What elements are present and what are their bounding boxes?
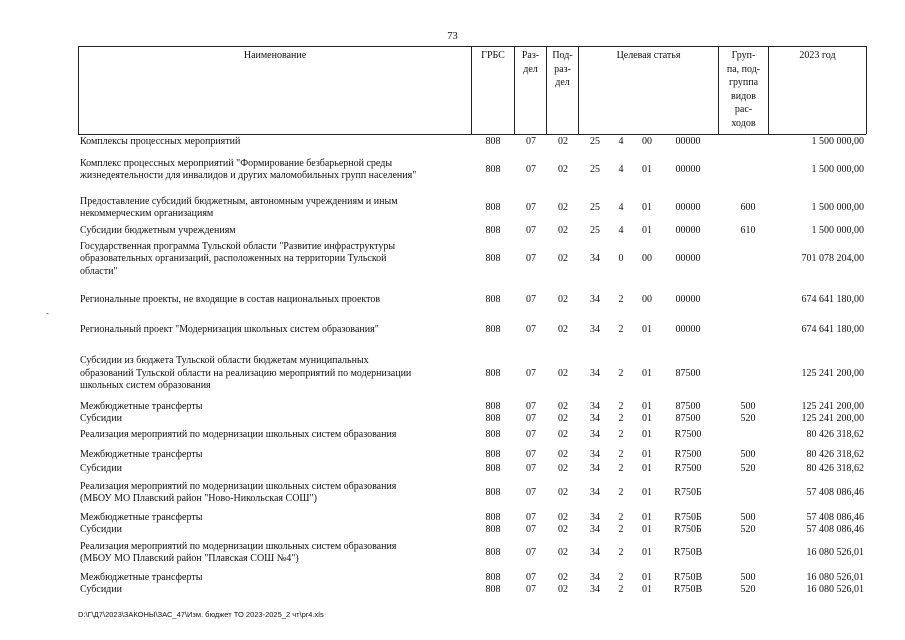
cell-target-event: 00 bbox=[642, 253, 652, 265]
cell-name-line: (МБОУ МО Плавский район "Плавская СОШ №4") bbox=[80, 553, 299, 564]
cell-name bbox=[80, 424, 470, 446]
header-vid-line: ходов bbox=[731, 117, 756, 129]
cell-name-line: Комплексы процессных мероприятий bbox=[80, 135, 241, 147]
cell-amount: 1 500 000,00 bbox=[811, 135, 864, 147]
cell-target-program: 34 bbox=[590, 546, 600, 558]
cell-target-event: 00 bbox=[642, 135, 652, 147]
cell-target-event: 01 bbox=[642, 571, 652, 583]
cell-target-program: 34 bbox=[590, 293, 600, 305]
cell-razdel: 07 bbox=[526, 253, 536, 265]
cell-expense-type bbox=[728, 135, 768, 149]
cell-grbs: 808 bbox=[485, 323, 501, 335]
cell-target-subprogram: 2 bbox=[618, 367, 624, 379]
cell-name bbox=[80, 478, 470, 508]
cell-name bbox=[80, 463, 470, 475]
cell-target-direction: R7500 bbox=[674, 462, 702, 474]
cell-target-subprogram: 2 bbox=[618, 523, 624, 535]
cell-target-program: 34 bbox=[590, 448, 600, 460]
cell-podrazdel: 02 bbox=[558, 293, 568, 305]
cell-podrazdel: 02 bbox=[558, 400, 568, 412]
cell-target-subprogram: 2 bbox=[618, 583, 624, 595]
cell-podrazdel: 02 bbox=[558, 428, 568, 440]
table-row bbox=[78, 449, 866, 461]
cell-grbs: 808 bbox=[485, 428, 501, 440]
header-vid-line: группа bbox=[728, 77, 759, 88]
header-vid-line: рас- bbox=[734, 104, 753, 115]
cell-razdel: 07 bbox=[526, 400, 536, 412]
cell-expense-type: 500 bbox=[740, 511, 756, 523]
cell-razdel: 07 bbox=[526, 462, 536, 474]
cell-expense-type: 500 bbox=[740, 448, 756, 460]
cell-target-program: 34 bbox=[590, 412, 600, 424]
cell-name-line: Региональные проекты, не входящие в состав национальных проектов bbox=[80, 293, 381, 305]
table-row bbox=[78, 316, 866, 344]
cell-name bbox=[80, 512, 470, 524]
cell-expense-type: 520 bbox=[740, 412, 756, 424]
cell-target-direction: R750Б bbox=[674, 523, 702, 535]
table-row bbox=[78, 401, 866, 413]
cell-expense-type bbox=[728, 348, 768, 400]
cell-target-program: 34 bbox=[590, 511, 600, 523]
header-target: Целевая статья bbox=[616, 50, 681, 61]
cell-razdel: 07 bbox=[526, 293, 536, 305]
cell-podrazdel: 02 bbox=[558, 163, 568, 175]
cell-grbs: 808 bbox=[485, 367, 501, 379]
cell-name bbox=[80, 538, 470, 568]
cell-expense-type: 520 bbox=[740, 523, 756, 535]
cell-target-program: 34 bbox=[590, 486, 600, 498]
cell-expense-type bbox=[728, 538, 768, 568]
cell-razdel: 07 bbox=[526, 201, 536, 213]
cell-name-line: Межбюджетные трансферты bbox=[80, 571, 203, 583]
cell-name-line: Реализация мероприятий по модернизации школьных систем образования bbox=[80, 428, 397, 440]
cell-amount: 57 408 086,46 bbox=[806, 523, 864, 535]
cell-grbs: 808 bbox=[485, 571, 501, 583]
cell-name-line: Межбюджетные трансферты bbox=[80, 448, 203, 460]
cell-podrazdel: 02 bbox=[558, 462, 568, 474]
cell-target-subprogram: 2 bbox=[618, 400, 624, 412]
cell-podrazdel: 02 bbox=[558, 571, 568, 583]
cell-amount: 1 500 000,00 bbox=[811, 224, 864, 236]
header-razdel-line: дел bbox=[523, 63, 538, 75]
cell-target-direction: R7500 bbox=[674, 448, 702, 460]
cell-amount: 16 080 526,01 bbox=[806, 583, 864, 595]
table-row bbox=[78, 463, 866, 475]
cell-expense-type: 520 bbox=[740, 583, 756, 595]
cell-target-event: 01 bbox=[642, 163, 652, 175]
cell-target-event: 01 bbox=[642, 583, 652, 595]
cell-grbs: 808 bbox=[485, 462, 501, 474]
cell-amount: 80 426 318,62 bbox=[806, 428, 864, 440]
cell-name-line: Субсидии из бюджета Тульской области бюджетам муниципальных bbox=[80, 355, 369, 367]
cell-target-event: 01 bbox=[642, 546, 652, 558]
cell-target-program: 34 bbox=[590, 323, 600, 335]
cell-target-event: 01 bbox=[642, 462, 652, 474]
cell-podrazdel: 02 bbox=[558, 412, 568, 424]
cell-target-direction: 00000 bbox=[675, 224, 701, 236]
cell-podrazdel: 02 bbox=[558, 224, 568, 236]
cell-target-event: 01 bbox=[642, 224, 652, 236]
cell-expense-type: 610 bbox=[740, 224, 756, 236]
cell-grbs: 808 bbox=[485, 511, 501, 523]
cell-target-subprogram: 2 bbox=[618, 571, 624, 583]
cell-target-subprogram: 2 bbox=[618, 448, 624, 460]
cell-podrazdel: 02 bbox=[558, 135, 568, 147]
cell-name-line: Межбюджетные трансферты bbox=[80, 400, 203, 412]
cell-grbs: 808 bbox=[485, 486, 501, 498]
cell-name-line: Региональный проект "Модернизация школьных систем образования" bbox=[80, 323, 379, 335]
page-number: 73 bbox=[447, 31, 458, 42]
cell-target-subprogram: 4 bbox=[618, 163, 624, 175]
table-row bbox=[78, 584, 866, 596]
cell-amount: 125 241 200,00 bbox=[801, 400, 864, 412]
cell-target-direction: 00000 bbox=[675, 163, 701, 175]
table-row bbox=[78, 348, 866, 400]
cell-name-line: Субсидии bbox=[80, 583, 122, 595]
cell-target-direction: R750Б bbox=[674, 511, 702, 523]
cell-razdel: 07 bbox=[526, 163, 536, 175]
cell-target-program: 25 bbox=[590, 135, 600, 147]
cell-amount: 701 078 204,00 bbox=[801, 253, 864, 265]
table-row bbox=[78, 524, 866, 536]
cell-target-event: 01 bbox=[642, 511, 652, 523]
cell-amount: 57 408 086,46 bbox=[806, 486, 864, 498]
cell-target-direction: R750Б bbox=[674, 486, 702, 498]
table-row bbox=[78, 572, 866, 584]
cell-grbs: 808 bbox=[485, 546, 501, 558]
cell-target-program: 34 bbox=[590, 253, 600, 265]
cell-amount: 1 500 000,00 bbox=[811, 163, 864, 175]
cell-podrazdel: 02 bbox=[558, 253, 568, 265]
cell-grbs: 808 bbox=[485, 412, 501, 424]
cell-target-direction: R750В bbox=[673, 571, 703, 583]
cell-razdel: 07 bbox=[526, 323, 536, 335]
cell-expense-type bbox=[728, 289, 768, 311]
cell-grbs: 808 bbox=[485, 583, 501, 595]
cell-amount: 80 426 318,62 bbox=[806, 462, 864, 474]
cell-name bbox=[80, 584, 470, 596]
cell-name bbox=[80, 289, 470, 311]
cell-target-event: 01 bbox=[642, 448, 652, 460]
cell-target-subprogram: 2 bbox=[618, 428, 624, 440]
cell-name bbox=[80, 524, 470, 536]
cell-name bbox=[80, 193, 470, 223]
cell-target-subprogram: 4 bbox=[618, 201, 624, 213]
cell-amount: 80 426 318,62 bbox=[806, 448, 864, 460]
cell-amount: 674 641 180,00 bbox=[801, 293, 864, 305]
cell-expense-type bbox=[728, 238, 768, 281]
cell-name bbox=[80, 401, 470, 413]
table-row bbox=[78, 135, 866, 149]
cell-amount: 125 241 200,00 bbox=[801, 412, 864, 424]
cell-grbs: 808 bbox=[485, 400, 501, 412]
cell-amount: 674 641 180,00 bbox=[801, 323, 864, 335]
cell-target-event: 00 bbox=[642, 293, 652, 305]
header-vid-line: видов bbox=[731, 90, 756, 102]
cell-amount: 16 080 526,01 bbox=[806, 571, 864, 583]
cell-grbs: 808 bbox=[485, 448, 501, 460]
cell-name-line: Субсидии bbox=[80, 462, 122, 474]
cell-target-subprogram: 2 bbox=[618, 323, 624, 335]
cell-podrazdel: 02 bbox=[558, 486, 568, 498]
header-podrazdel bbox=[547, 49, 578, 90]
cell-amount: 16 080 526,01 bbox=[806, 546, 864, 558]
cell-razdel: 07 bbox=[526, 511, 536, 523]
cell-expense-type: 520 bbox=[740, 462, 756, 474]
header-name: Наименование bbox=[243, 50, 307, 61]
cell-name bbox=[80, 238, 470, 281]
cell-target-direction: 87500 bbox=[675, 367, 701, 379]
cell-expense-type bbox=[728, 424, 768, 446]
cell-target-program: 34 bbox=[590, 462, 600, 474]
cell-razdel: 07 bbox=[526, 583, 536, 595]
cell-amount: 1 500 000,00 bbox=[811, 201, 864, 213]
cell-name-line: Государственная программа Тульской области "Развитие инфраструктуры bbox=[80, 240, 396, 252]
cell-grbs: 808 bbox=[485, 163, 501, 175]
cell-target-direction: 00000 bbox=[675, 135, 701, 147]
cell-name-line: Субсидии bbox=[80, 523, 122, 535]
cell-name-line: образовательных организаций, расположенных на территории Тульской bbox=[80, 253, 387, 265]
cell-target-program: 25 bbox=[590, 201, 600, 213]
cell-name-line: Предоставление субсидий бюджетным, автономным учреждениям и иным bbox=[80, 195, 398, 207]
cell-name-line: Субсидии bbox=[80, 412, 122, 424]
cell-name-line: жизнедеятельности для инвалидов и других маломобильных групп населения" bbox=[80, 170, 417, 181]
cell-name bbox=[80, 572, 470, 584]
cell-target-program: 34 bbox=[590, 571, 600, 583]
cell-name-line: Комплекс процессных мероприятий "Формирование безбарьерной среды bbox=[80, 157, 393, 169]
cell-target-direction: 00000 bbox=[675, 293, 701, 305]
cell-amount: 125 241 200,00 bbox=[801, 367, 864, 379]
cell-target-event: 01 bbox=[642, 523, 652, 535]
cell-razdel: 07 bbox=[526, 428, 536, 440]
cell-target-direction: 87500 bbox=[675, 400, 701, 412]
cell-razdel: 07 bbox=[526, 571, 536, 583]
cell-target-program: 34 bbox=[590, 428, 600, 440]
cell-razdel: 07 bbox=[526, 546, 536, 558]
cell-name bbox=[80, 135, 470, 149]
table-row bbox=[78, 478, 866, 508]
cell-name bbox=[80, 154, 470, 186]
header-podrazdel-line: Под- bbox=[552, 50, 573, 61]
cell-grbs: 808 bbox=[485, 201, 501, 213]
cell-razdel: 07 bbox=[526, 523, 536, 535]
cell-podrazdel: 02 bbox=[558, 201, 568, 213]
cell-target-subprogram: 2 bbox=[618, 293, 624, 305]
cell-name bbox=[80, 224, 470, 238]
cell-target-event: 01 bbox=[642, 323, 652, 335]
table-row bbox=[78, 538, 866, 568]
cell-name-line: области" bbox=[80, 265, 118, 277]
cell-grbs: 808 bbox=[485, 224, 501, 236]
cell-podrazdel: 02 bbox=[558, 583, 568, 595]
header-vid bbox=[719, 49, 768, 130]
cell-razdel: 07 bbox=[526, 486, 536, 498]
cell-target-subprogram: 4 bbox=[618, 224, 624, 236]
table-row bbox=[78, 154, 866, 186]
cell-target-direction: 00000 bbox=[675, 323, 701, 335]
cell-target-subprogram: 2 bbox=[618, 486, 624, 498]
cell-target-event: 01 bbox=[642, 428, 652, 440]
header-grbs: ГРБС bbox=[481, 50, 505, 61]
table-top-border bbox=[78, 46, 866, 47]
table-row bbox=[78, 238, 866, 281]
cell-razdel: 07 bbox=[526, 224, 536, 236]
cell-grbs: 808 bbox=[485, 523, 501, 535]
cell-target-event: 01 bbox=[642, 412, 652, 424]
cell-target-direction: R750В bbox=[673, 583, 703, 595]
cell-expense-type: 600 bbox=[740, 201, 756, 213]
cell-target-subprogram: 2 bbox=[618, 511, 624, 523]
header-vid-line: па, под- bbox=[726, 63, 761, 75]
cell-podrazdel: 02 bbox=[558, 323, 568, 335]
cell-podrazdel: 02 bbox=[558, 367, 568, 379]
cell-name-line: Межбюджетные трансферты bbox=[80, 511, 203, 523]
cell-name-line: Субсидии бюджетным учреждениям bbox=[80, 224, 236, 236]
cell-name bbox=[80, 348, 470, 400]
cell-razdel: 07 bbox=[526, 367, 536, 379]
cell-expense-type bbox=[728, 478, 768, 508]
cell-target-event: 01 bbox=[642, 400, 652, 412]
cell-target-program: 34 bbox=[590, 583, 600, 595]
cell-target-subprogram: 0 bbox=[618, 253, 624, 265]
cell-target-direction: R7500 bbox=[674, 428, 702, 440]
table-right-border bbox=[866, 46, 867, 134]
cell-name bbox=[80, 449, 470, 461]
table-row bbox=[78, 424, 866, 446]
cell-amount: 57 408 086,46 bbox=[806, 511, 864, 523]
budget-table bbox=[78, 46, 866, 611]
cell-target-direction: 00000 bbox=[675, 201, 701, 213]
header-razdel bbox=[515, 49, 546, 76]
cell-target-program: 25 bbox=[590, 224, 600, 236]
margin-mark: - bbox=[46, 309, 49, 318]
cell-name-line: школьных систем образования bbox=[80, 380, 211, 392]
table-row bbox=[78, 512, 866, 524]
cell-podrazdel: 02 bbox=[558, 448, 568, 460]
cell-target-direction: 87500 bbox=[675, 412, 701, 424]
header-razdel-line: Раз- bbox=[521, 50, 540, 61]
header-podrazdel-line: раз- bbox=[554, 63, 571, 75]
cell-expense-type: 500 bbox=[740, 571, 756, 583]
cell-target-program: 34 bbox=[590, 400, 600, 412]
cell-razdel: 07 bbox=[526, 448, 536, 460]
cell-grbs: 808 bbox=[485, 293, 501, 305]
cell-podrazdel: 02 bbox=[558, 523, 568, 535]
header-podrazdel-line: дел bbox=[555, 77, 570, 88]
cell-razdel: 07 bbox=[526, 135, 536, 147]
cell-expense-type bbox=[728, 316, 768, 344]
header-year: 2023 год bbox=[799, 50, 836, 61]
cell-target-subprogram: 4 bbox=[618, 135, 624, 147]
file-path-footer: D:\Г\Д7\2023\ЗАКОНЫ\ЗАС_47\Изм. бюджет ТО 2023-2025_2 чт\pr4.xls bbox=[78, 610, 324, 619]
cell-name-line: некоммерческим организациям bbox=[80, 208, 214, 219]
cell-grbs: 808 bbox=[485, 253, 501, 265]
cell-target-subprogram: 2 bbox=[618, 412, 624, 424]
cell-expense-type bbox=[728, 154, 768, 186]
cell-target-event: 01 bbox=[642, 486, 652, 498]
cell-podrazdel: 02 bbox=[558, 511, 568, 523]
cell-expense-type: 500 bbox=[740, 400, 756, 412]
cell-name bbox=[80, 316, 470, 344]
cell-target-event: 01 bbox=[642, 201, 652, 213]
table-row bbox=[78, 193, 866, 223]
table-row bbox=[78, 289, 866, 311]
cell-name-line: Реализация мероприятий по модернизации школьных систем образования bbox=[80, 480, 397, 492]
cell-name-line: Реализация мероприятий по модернизации школьных систем образования bbox=[80, 540, 397, 552]
cell-target-subprogram: 2 bbox=[618, 546, 624, 558]
cell-grbs: 808 bbox=[485, 135, 501, 147]
cell-target-program: 25 bbox=[590, 163, 600, 175]
cell-target-direction: 00000 bbox=[675, 253, 701, 265]
header-vid-line: Груп- bbox=[731, 50, 756, 61]
cell-name-line: (МБОУ МО Плавский район "Ново-Никольская СОШ") bbox=[80, 493, 317, 504]
cell-razdel: 07 bbox=[526, 412, 536, 424]
cell-name-line: образований Тульской области на реализацию мероприятий по модернизации bbox=[80, 367, 412, 379]
table-row bbox=[78, 224, 866, 238]
cell-target-direction: R750В bbox=[673, 546, 703, 558]
cell-target-subprogram: 2 bbox=[618, 462, 624, 474]
cell-target-program: 34 bbox=[590, 523, 600, 535]
cell-target-program: 34 bbox=[590, 367, 600, 379]
cell-podrazdel: 02 bbox=[558, 546, 568, 558]
cell-target-event: 01 bbox=[642, 367, 652, 379]
